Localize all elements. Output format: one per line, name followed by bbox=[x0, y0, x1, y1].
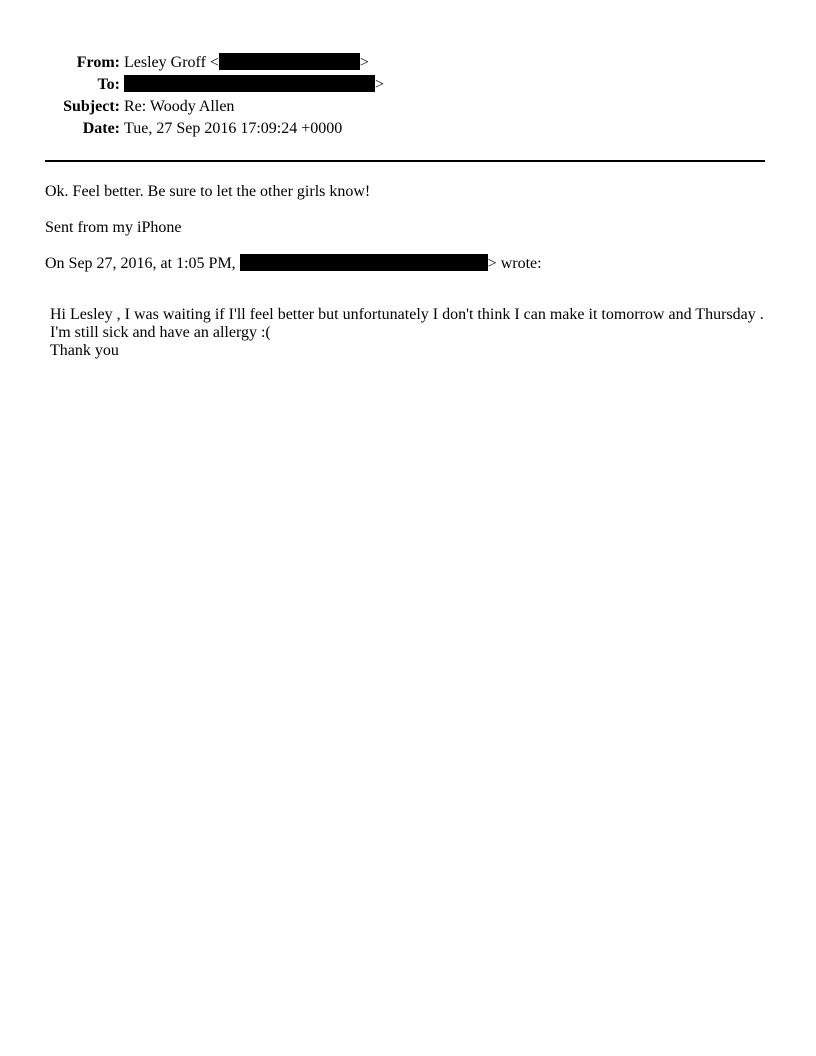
quoted-message bbox=[50, 306, 780, 360]
message-line: Ok. Feel better. Be sure to let the other girls know! bbox=[45, 183, 371, 200]
from-label: From: bbox=[76, 54, 120, 71]
date-label: Date: bbox=[82, 120, 120, 137]
redaction-block bbox=[240, 254, 488, 271]
redaction-block bbox=[124, 75, 375, 92]
quote-intro-prefix: On Sep 27, 2016, at 1:05 PM, bbox=[45, 255, 236, 272]
to-value bbox=[124, 74, 384, 96]
from-row bbox=[0, 52, 816, 74]
signature-line: Sent from my iPhone bbox=[45, 219, 182, 236]
to-label: To: bbox=[97, 76, 120, 93]
from-suffix: > bbox=[359, 54, 369, 71]
subject-label: Subject: bbox=[63, 98, 120, 115]
header-divider bbox=[45, 160, 765, 162]
quoted-line: I'm still sick and have an allergy :( bbox=[50, 324, 271, 341]
to-suffix: > bbox=[375, 76, 385, 93]
quote-intro-suffix: > wrote: bbox=[487, 255, 542, 272]
from-value bbox=[124, 52, 369, 74]
quoted-line: Thank you bbox=[50, 342, 119, 359]
subject-row bbox=[0, 96, 816, 118]
quote-intro bbox=[45, 254, 542, 274]
redaction-block bbox=[219, 53, 360, 70]
email-header bbox=[0, 52, 816, 140]
from-name: Lesley Groff < bbox=[124, 54, 219, 71]
quoted-line: Hi Lesley , I was waiting if I'll feel better but unfortunately I don't think I can make it tomorrow and Thursday . bbox=[50, 306, 764, 323]
date-value: Tue, 27 Sep 2016 17:09:24 +0000 bbox=[124, 120, 343, 137]
subject-value: Re: Woody Allen bbox=[124, 98, 235, 115]
to-row bbox=[0, 74, 816, 96]
date-row bbox=[0, 118, 816, 140]
